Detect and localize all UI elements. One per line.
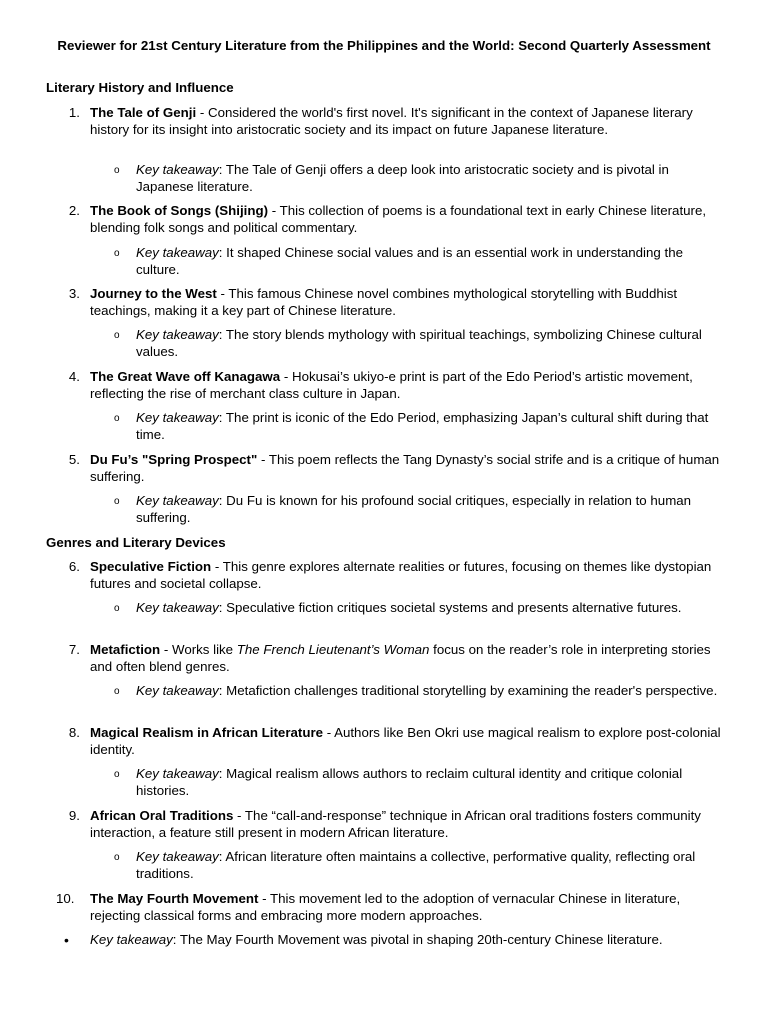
key-takeaway-label: Key takeaway <box>136 849 219 864</box>
item-term: The Tale of Genji <box>90 105 197 120</box>
item-number: 5. <box>68 452 80 467</box>
item-term: The May Fourth Movement <box>90 891 259 906</box>
key-takeaway-text <box>136 245 726 278</box>
key-takeaway-body: : Metafiction challenges traditional storytelling by examining the reader's perspective. <box>218 683 718 698</box>
key-takeaway-label: Key takeaway <box>136 493 219 508</box>
circle-bullet-icon: o <box>114 413 120 424</box>
item-text <box>90 203 726 236</box>
item-description: - Considered the world's first novel. It's significant in the context of Japanese literary history for its insight into aristocratic society and its impact on future Japanese literature. <box>90 105 693 137</box>
item-number: 8. <box>68 725 80 740</box>
item-description: - This famous Chinese novel combines mythological storytelling with Buddhist teachings, making it a key part of Chinese literature. <box>90 286 678 318</box>
item-number: 3. <box>68 286 80 301</box>
circle-bullet-icon: o <box>114 603 120 614</box>
key-takeaway-label: Key takeaway <box>136 600 219 615</box>
key-takeaway-text <box>136 683 726 700</box>
key-takeaway-text <box>136 766 726 799</box>
circle-bullet-icon: o <box>114 686 120 697</box>
item-term: African Oral Traditions <box>90 808 234 823</box>
key-takeaway-body: : Du Fu is known for his profound social critiques, especially in relation to human suffering. <box>136 493 692 525</box>
circle-bullet-icon: o <box>114 330 120 341</box>
item-term: Magical Realism in African Literature <box>90 725 324 740</box>
key-takeaway-text <box>136 327 726 360</box>
item-text <box>90 725 726 758</box>
item-text <box>90 105 726 138</box>
item-description: - Hokusai’s ukiyo-e print is part of the Edo Period’s artistic movement, reflecting the rise of merchant class culture in Japan. <box>90 369 693 401</box>
key-takeaway-body: : The story blends mythology with spiritual teachings, symbolizing Chinese cultural values. <box>136 327 702 359</box>
key-takeaway-label: Key takeaway <box>136 683 219 698</box>
item-description: - This poem reflects the Tang Dynasty’s social strife and is a critique of human suffering. <box>90 452 720 484</box>
key-takeaway-label: Key takeaway <box>90 932 173 947</box>
item-description-prefix: - Works like <box>160 642 237 657</box>
key-takeaway-body: : The Tale of Genji offers a deep look into aristocratic society and is pivotal in Japanese literature. <box>136 162 669 194</box>
item-text <box>90 891 726 924</box>
key-takeaway-label: Key takeaway <box>136 410 219 425</box>
key-takeaway-text <box>136 162 726 195</box>
item-term: Speculative Fiction <box>90 559 212 574</box>
key-takeaway-label: Key takeaway <box>136 162 219 177</box>
key-takeaway-text <box>90 932 726 949</box>
item-term: Metafiction <box>90 642 161 657</box>
key-takeaway-text <box>136 410 726 443</box>
key-takeaway-body: : The May Fourth Movement was pivotal in shaping 20th-century Chinese literature. <box>172 932 663 947</box>
item-description: - Authors like Ben Okri use magical realism to explore post-colonial identity. <box>90 725 721 757</box>
item-term: Journey to the West <box>90 286 217 301</box>
key-takeaway-label: Key takeaway <box>136 245 219 260</box>
circle-bullet-icon: o <box>114 248 120 259</box>
item-term: The Book of Songs (Shijing) <box>90 203 269 218</box>
section-heading-literary-history: Literary History and Influence <box>46 80 234 95</box>
item-number: 10. <box>56 891 75 906</box>
item-term: Du Fu’s "Spring Prospect" <box>90 452 258 467</box>
item-number: 4. <box>68 369 80 384</box>
document-title: Reviewer for 21st Century Literature from the Philippines and the World: Second Quarterly Assessment <box>57 38 711 53</box>
bullet-icon: • <box>64 932 69 948</box>
item-description: - This collection of poems is a foundational text in early Chinese literature, blending folk songs and political commentary. <box>90 203 707 235</box>
item-text <box>90 452 726 485</box>
key-takeaway-text <box>136 849 726 882</box>
item-term: The Great Wave off Kanagawa <box>90 369 281 384</box>
key-takeaway-text <box>136 600 726 617</box>
item-description-title: The French Lieutenant’s Woman <box>236 642 430 657</box>
circle-bullet-icon: o <box>114 496 120 507</box>
item-description: - This movement led to the adoption of vernacular Chinese in literature, rejecting classical forms and embracing more modern approaches. <box>90 891 681 923</box>
item-description: focus on the reader’s role in interpreting stories and often blend genres. <box>90 642 711 674</box>
key-takeaway-body: : Magical realism allows authors to reclaim cultural identity and critique colonial histories. <box>136 766 683 798</box>
key-takeaway-text <box>136 493 726 526</box>
circle-bullet-icon: o <box>114 769 120 780</box>
item-text <box>90 369 726 402</box>
key-takeaway-body: : It shaped Chinese social values and is an essential work in understanding the culture. <box>136 245 683 277</box>
item-text <box>90 559 726 592</box>
key-takeaway-body: : The print is iconic of the Edo Period, emphasizing Japan’s cultural shift during that time. <box>136 410 709 442</box>
key-takeaway-body: : Speculative fiction critiques societal systems and presents alternative futures. <box>218 600 682 615</box>
key-takeaway-label: Key takeaway <box>136 766 219 781</box>
item-number: 1. <box>68 105 80 120</box>
item-number: 6. <box>68 559 80 574</box>
item-description: - This genre explores alternate realities or futures, focusing on themes like dystopian futures and societal collapse. <box>90 559 712 591</box>
key-takeaway-label: Key takeaway <box>136 327 219 342</box>
item-number: 7. <box>68 642 80 657</box>
item-text <box>90 286 726 319</box>
circle-bullet-icon: o <box>114 852 120 863</box>
item-description: - The “call-and-response” technique in African oral traditions fosters community interaction, a feature still present in modern African literature. <box>90 808 701 840</box>
key-takeaway-body: : African literature often maintains a collective, performative quality, reflecting oral traditions. <box>136 849 696 881</box>
section-heading-genres: Genres and Literary Devices <box>46 535 226 550</box>
item-text <box>90 642 726 675</box>
item-number: 9. <box>68 808 80 823</box>
circle-bullet-icon: o <box>114 165 120 176</box>
item-number: 2. <box>68 203 80 218</box>
item-text <box>90 808 726 841</box>
